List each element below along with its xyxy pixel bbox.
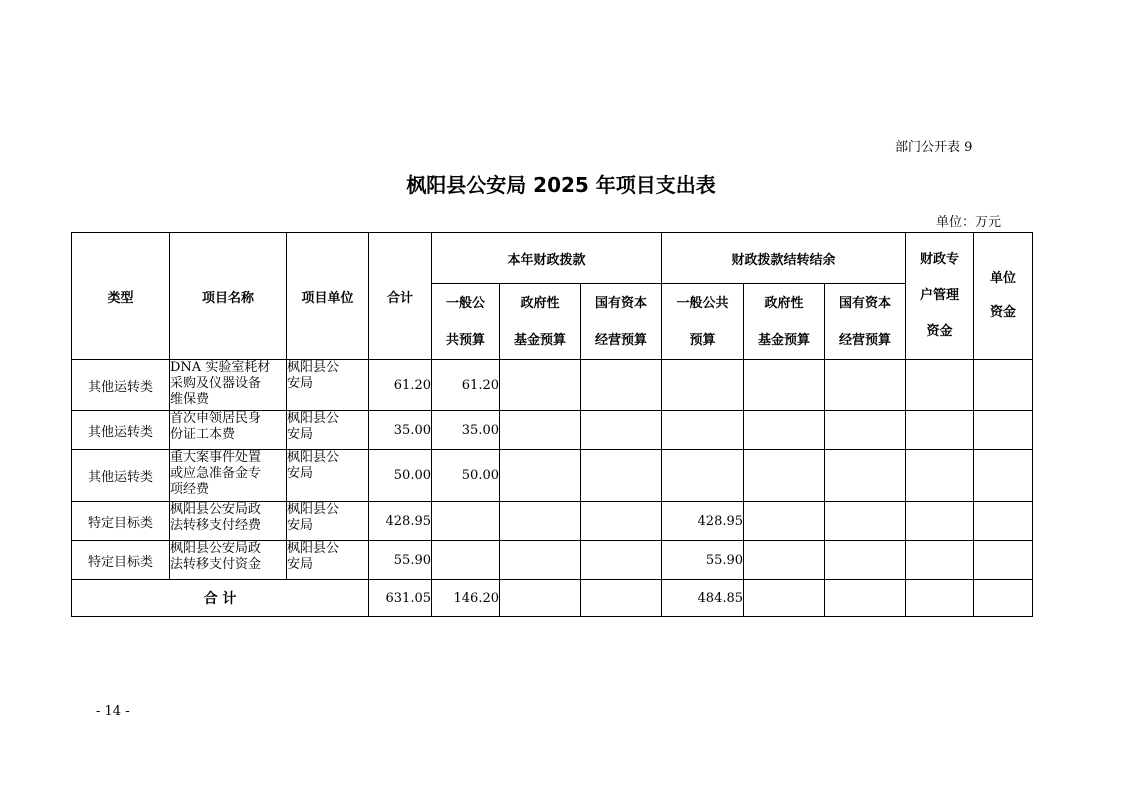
table-row: 其他运转类 首次申领居民身 份证工本费 枫阳县公 安局 35.00 35.00: [72, 411, 1033, 450]
project-expenditure-table: [71, 232, 1033, 617]
header-carry-gov-fund: 政府性 基金预算: [744, 284, 825, 360]
header-total: 合计: [369, 233, 432, 360]
header-carry-soe: 国有资本 经营预算: [825, 284, 906, 360]
header-carry-general: 一般公共 预算: [662, 284, 744, 360]
table-row: 特定目标类 枫阳县公安局政 法转移支付资金 枫阳县公 安局 55.90 55.90: [72, 541, 1033, 580]
page-title: 枫阳县公安局 2025 年项目支出表: [406, 173, 716, 197]
total-carry-general: 484.85: [662, 580, 744, 617]
header-project-unit: 项目单位: [287, 233, 369, 360]
form-number: 部门公开表 9: [895, 140, 973, 155]
header-fiscal-special-account: 财政专 户管理 资金: [906, 233, 974, 360]
header-project-name: 项目名称: [170, 233, 287, 360]
header-current-year-group: 本年财政拨款: [432, 233, 662, 284]
table-row: 其他运转类 重大案事件处置 或应急准备金专 项经费 枫阳县公 安局 50.00 50.00: [72, 450, 1033, 502]
table-row: 特定目标类 枫阳县公安局政 法转移支付经费 枫阳县公 安局 428.95 428.95: [72, 502, 1033, 541]
header-current-soe: 国有资本 经营预算: [581, 284, 662, 360]
total-current-general: 146.20: [432, 580, 500, 617]
grand-total: 631.05: [369, 580, 432, 617]
unit-label: 单位：万元: [936, 215, 1002, 230]
table-total-row: [72, 580, 1033, 617]
header-current-gov-fund: 政府性 基金预算: [500, 284, 581, 360]
header-unit-funds: 单位 资金: [974, 233, 1033, 360]
header-current-general: 一般公 共预算: [432, 284, 500, 360]
header-carryover-group: 财政拨款结转结余: [662, 233, 906, 284]
table-row: 其他运转类 DNA 实验室耗材 采购及仪器设备 维保费 枫阳县公 安局 61.20 61.20: [72, 360, 1033, 411]
header-type: 类型: [72, 233, 170, 360]
page-number: - 14 -: [96, 704, 130, 719]
total-label: 合 计: [72, 580, 369, 617]
